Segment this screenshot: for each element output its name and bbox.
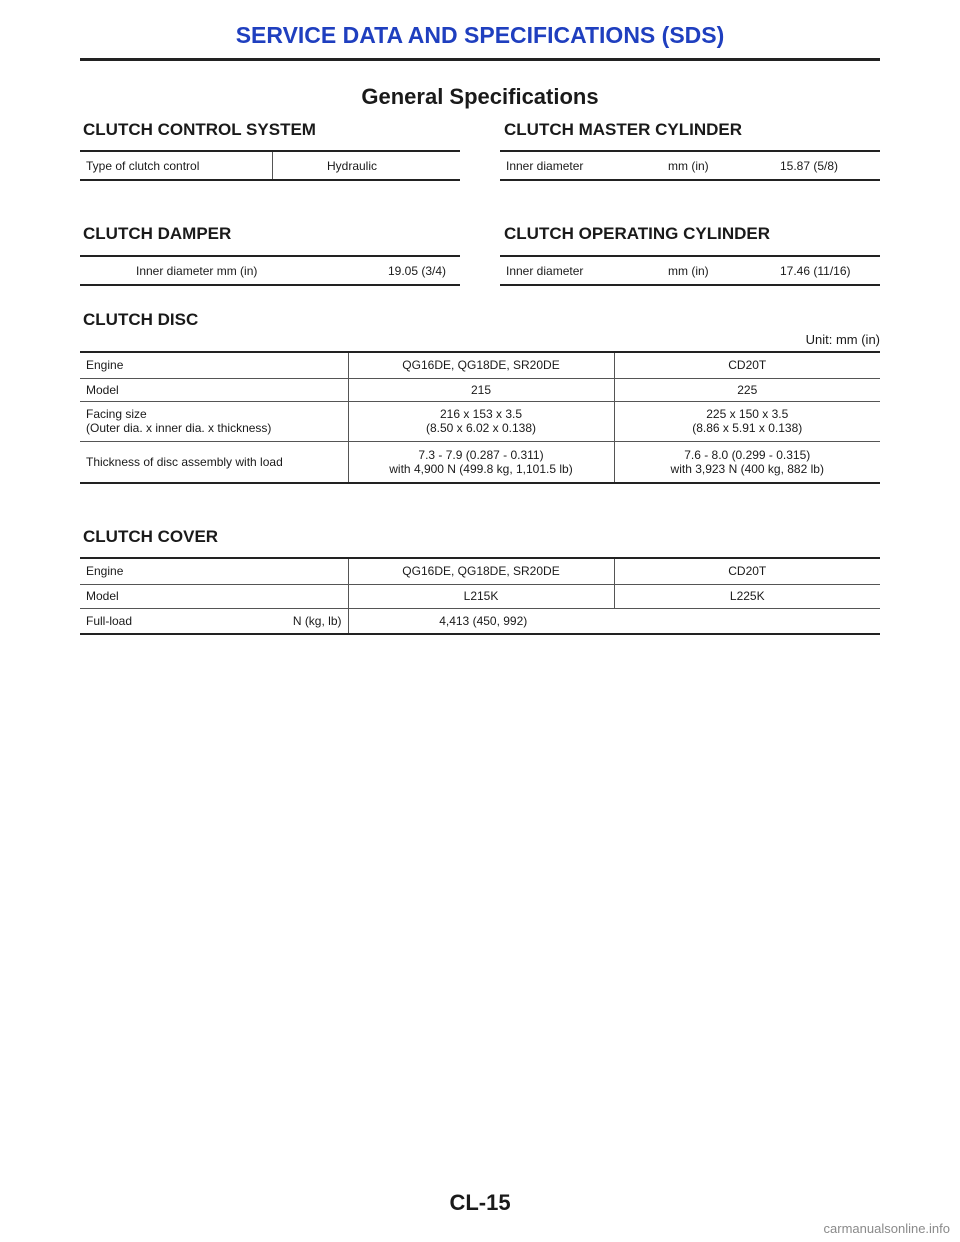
cell-line: 7.6 - 8.0 (0.299 - 0.315): [684, 447, 811, 462]
table-row: [80, 441, 880, 483]
value-damper-inner-diameter: 19.05 (3/4): [388, 263, 447, 278]
heading-clutch-cover: CLUTCH COVER: [83, 527, 219, 546]
value-clutch-control-type: Hydraulic: [273, 151, 461, 180]
cell-value: [614, 441, 880, 483]
value-operating-inner-diameter: 17.46 (11/16): [780, 263, 851, 278]
heading-clutch-operating-cylinder: CLUTCH OPERATING CYLINDER: [504, 224, 771, 243]
heading-clutch-control-system: CLUTCH CONTROL SYSTEM: [83, 120, 316, 139]
table-row: [80, 608, 880, 634]
row-label: [80, 608, 348, 634]
cell-value: CD20T: [614, 352, 880, 378]
heading-clutch-master-cylinder: CLUTCH MASTER CYLINDER: [504, 120, 742, 139]
clutch-disc-unit-note: Unit: mm (in): [805, 332, 880, 347]
label-damper-inner-diameter: Inner diameter mm (in): [136, 263, 258, 278]
cell-value: QG16DE, QG18DE, SR20DE: [348, 558, 614, 584]
cell-line: (8.50 x 6.02 x 0.138): [425, 421, 537, 435]
table-clutch-operating-cylinder: [500, 255, 880, 286]
section-header-title: SERVICE DATA AND SPECIFICATIONS (SDS): [235, 22, 725, 48]
cell-value: L215K: [348, 584, 614, 608]
cell-line: with 4,900 N (499.8 kg, 1,101.5 lb): [389, 461, 573, 476]
row-label-line: Facing size: [86, 407, 147, 421]
value-master-inner-diameter: 15.87 (5/8): [780, 158, 839, 173]
cell-value: QG16DE, QG18DE, SR20DE: [348, 352, 614, 378]
full-load-unit: N (kg, lb): [292, 613, 342, 628]
row-label: Thickness of disc assembly with load: [86, 454, 283, 469]
table-clutch-cover: [80, 557, 880, 635]
header-rule: [80, 58, 880, 61]
label-type-of-clutch-control: Type of clutch control: [86, 158, 200, 173]
table-row: [80, 558, 880, 584]
cell-value: 225: [614, 378, 880, 401]
cell-value: [614, 401, 880, 441]
table-clutch-master-cylinder: [500, 150, 880, 181]
cell-value: L225K: [614, 584, 880, 608]
unit-operating-inner-diameter: mm (in): [668, 263, 709, 278]
table-clutch-control-system: [80, 150, 460, 181]
table-row: [80, 584, 880, 608]
label-operating-inner-diameter: Inner diameter: [506, 263, 584, 278]
unit-master-inner-diameter: mm (in): [668, 158, 709, 173]
table-clutch-damper: [80, 255, 460, 286]
cell-line: (8.86 x 5.91 x 0.138): [692, 421, 803, 435]
heading-clutch-disc: CLUTCH DISC: [83, 310, 199, 329]
table-clutch-disc: [80, 351, 880, 484]
full-load-label: Full-load: [86, 613, 133, 628]
row-label-line: (Outer dia. x inner dia. x thickness): [86, 421, 272, 435]
cell-line: 216 x 153 x 3.5: [439, 407, 523, 421]
cell-line: 7.3 - 7.9 (0.287 - 0.311): [418, 447, 544, 462]
table-row: [80, 352, 880, 378]
row-label: Engine: [80, 352, 348, 378]
cell-value: 215: [348, 378, 614, 401]
heading-clutch-damper: CLUTCH DAMPER: [83, 224, 232, 243]
page-number: CL-15: [449, 1190, 511, 1215]
row-label: Model: [80, 378, 348, 401]
row-label: [80, 401, 348, 441]
cell-value: [348, 401, 614, 441]
cell-value: CD20T: [614, 558, 880, 584]
row-label: Model: [80, 584, 348, 608]
table-row: [80, 378, 880, 401]
cell-line: 225 x 150 x 3.5: [706, 407, 789, 421]
watermark: carmanualsonline.info: [823, 1221, 950, 1236]
cell-value: [348, 441, 614, 483]
page-title: General Specifications: [361, 84, 599, 109]
label-master-inner-diameter: Inner diameter: [506, 158, 584, 173]
full-load-value: 4,413 (450, 992): [348, 608, 880, 634]
cell-line: with 3,923 N (400 kg, 882 lb): [670, 461, 824, 476]
table-row: [80, 401, 880, 441]
row-label: Engine: [80, 558, 348, 584]
